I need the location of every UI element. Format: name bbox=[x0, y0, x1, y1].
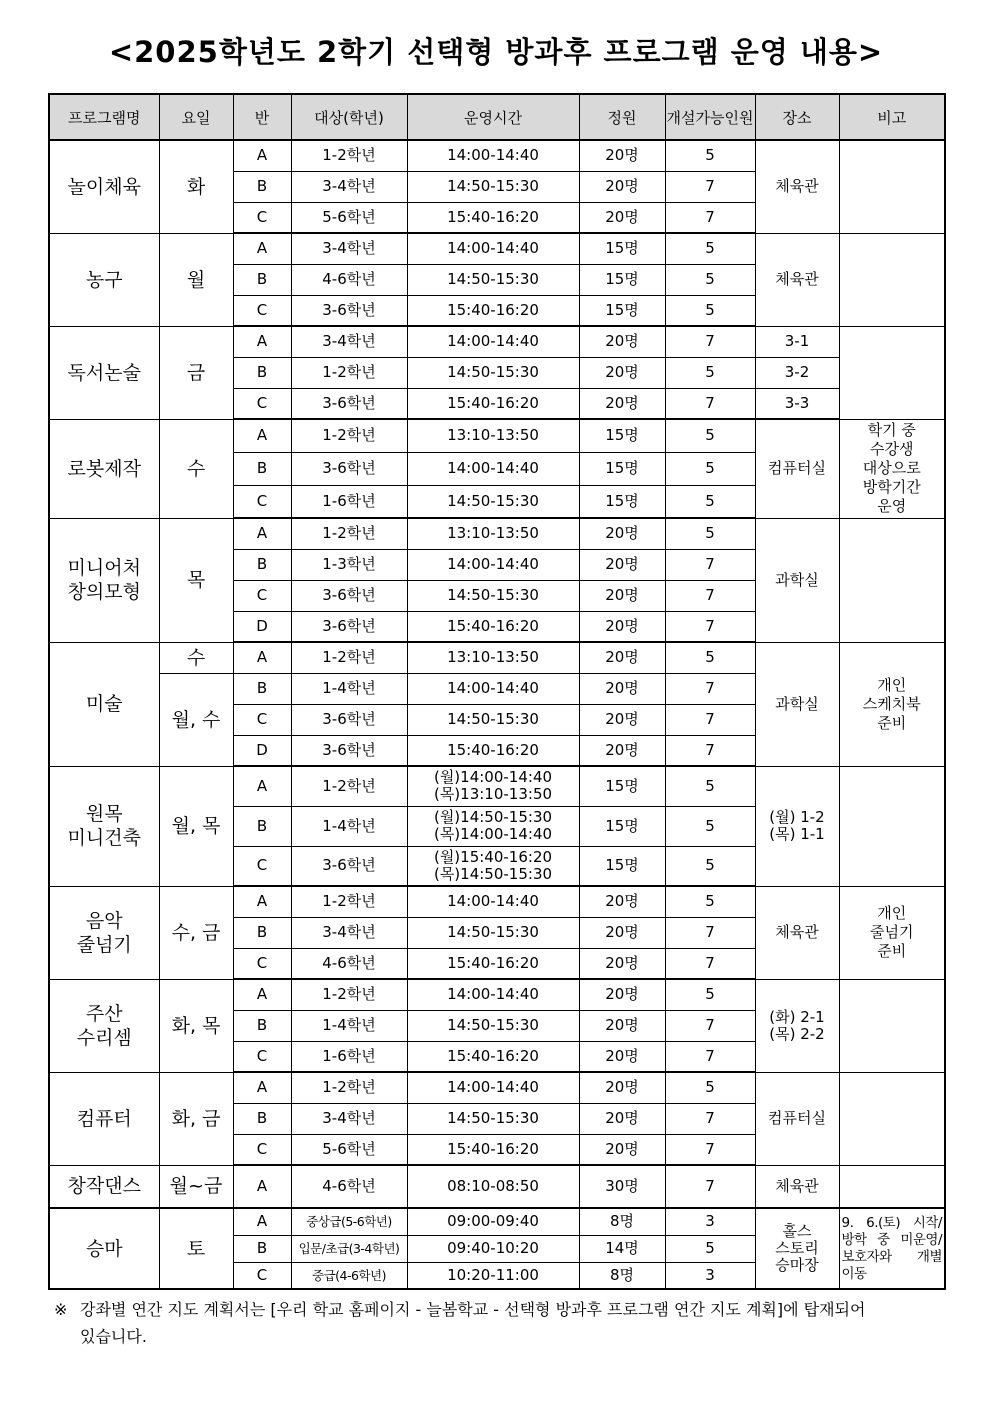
header-note: 비고 bbox=[839, 94, 945, 140]
grade-cell: 1-2학년 bbox=[291, 357, 407, 388]
program-day: 수 bbox=[159, 419, 233, 518]
note-cell bbox=[839, 140, 945, 233]
class-cell: A bbox=[233, 140, 291, 171]
capacity-cell: 20명 bbox=[579, 917, 665, 948]
note-cell-line: 방학기간 bbox=[862, 478, 921, 496]
class-cell: B bbox=[233, 171, 291, 202]
capacity-cell: 20명 bbox=[579, 886, 665, 917]
min-enroll-cell: 5 bbox=[665, 233, 755, 264]
time-cell bbox=[407, 806, 579, 846]
place-cell: 과학실 bbox=[755, 642, 839, 766]
note-cell-line: 개인 bbox=[877, 904, 907, 922]
min-enroll-cell: 5 bbox=[665, 886, 755, 917]
note-cell-line: 대상으로 bbox=[862, 459, 921, 477]
place-cell-line: 홀스 bbox=[782, 1222, 812, 1240]
program-day: 월, 목 bbox=[159, 766, 233, 886]
note-cell-line: 운영 bbox=[877, 497, 907, 515]
place-cell-line: (목) 1-1 bbox=[769, 825, 825, 843]
time-cell: 13:10-13:50 bbox=[407, 642, 579, 673]
capacity-cell: 20명 bbox=[579, 704, 665, 735]
grade-cell: 3-6학년 bbox=[291, 846, 407, 886]
note-cell bbox=[839, 419, 945, 518]
place-cell-line: 승마장 bbox=[775, 1256, 819, 1274]
min-enroll-cell: 7 bbox=[665, 1010, 755, 1041]
place-cell: 3-2 bbox=[755, 357, 839, 388]
note-cell-line: 스케치북 bbox=[862, 694, 921, 713]
capacity-cell: 14명 bbox=[579, 1235, 665, 1262]
program-name-line: 원목 bbox=[85, 803, 123, 825]
program-day: 화, 금 bbox=[159, 1072, 233, 1165]
time-cell: 15:40-16:20 bbox=[407, 948, 579, 979]
header-day: 요일 bbox=[159, 94, 233, 140]
class-cell: A bbox=[233, 642, 291, 673]
header-capacity: 정원 bbox=[579, 94, 665, 140]
time-cell: 15:40-16:20 bbox=[407, 1134, 579, 1165]
note-cell bbox=[839, 518, 945, 642]
time-cell: 14:00-14:40 bbox=[407, 140, 579, 171]
min-enroll-cell: 7 bbox=[665, 704, 755, 735]
table-row bbox=[49, 518, 945, 549]
note-cell-line: 줄넘기 bbox=[870, 923, 914, 941]
capacity-cell: 15명 bbox=[579, 295, 665, 326]
grade-cell: 입문/초급(3-4학년) bbox=[291, 1235, 407, 1262]
time-cell: 08:10-08:50 bbox=[407, 1165, 579, 1208]
program-name: 미술 bbox=[49, 642, 159, 766]
time-cell: 14:00-14:40 bbox=[407, 886, 579, 917]
min-enroll-cell: 7 bbox=[665, 388, 755, 419]
time-cell-line: (월)14:00-14:40 bbox=[433, 768, 553, 787]
min-enroll-cell: 5 bbox=[665, 1235, 755, 1262]
capacity-cell: 15명 bbox=[579, 806, 665, 846]
min-enroll-cell: 7 bbox=[665, 735, 755, 766]
time-cell: 14:50-15:30 bbox=[407, 917, 579, 948]
table-row bbox=[49, 886, 945, 917]
grade-cell: 3-6학년 bbox=[291, 452, 407, 485]
place-cell bbox=[755, 1208, 839, 1289]
min-enroll-cell: 5 bbox=[665, 766, 755, 806]
min-enroll-cell: 7 bbox=[665, 1103, 755, 1134]
capacity-cell: 20명 bbox=[579, 1041, 665, 1072]
class-cell: B bbox=[233, 1235, 291, 1262]
capacity-cell: 20명 bbox=[579, 611, 665, 642]
grade-cell: 1-2학년 bbox=[291, 642, 407, 673]
program-name bbox=[49, 886, 159, 979]
class-cell: B bbox=[233, 673, 291, 704]
min-enroll-cell: 7 bbox=[665, 611, 755, 642]
grade-cell: 3-6학년 bbox=[291, 388, 407, 419]
program-day: 금 bbox=[159, 326, 233, 419]
time-cell: 15:40-16:20 bbox=[407, 735, 579, 766]
min-enroll-cell: 5 bbox=[665, 518, 755, 549]
table-row bbox=[49, 419, 945, 452]
table-row bbox=[49, 1165, 945, 1208]
min-enroll-cell: 5 bbox=[665, 419, 755, 452]
class-cell: B bbox=[233, 549, 291, 580]
capacity-cell: 8명 bbox=[579, 1208, 665, 1235]
class-cell: A bbox=[233, 886, 291, 917]
program-day: 목 bbox=[159, 518, 233, 642]
time-cell: 14:00-14:40 bbox=[407, 452, 579, 485]
grade-cell: 중급(4-6학년) bbox=[291, 1262, 407, 1289]
place-cell: 3-3 bbox=[755, 388, 839, 419]
capacity-cell: 15명 bbox=[579, 485, 665, 518]
note-cell bbox=[839, 233, 945, 326]
class-cell: A bbox=[233, 326, 291, 357]
min-enroll-cell: 5 bbox=[665, 979, 755, 1010]
time-cell-line: (목)14:50-15:30 bbox=[433, 864, 553, 883]
grade-cell: 3-6학년 bbox=[291, 735, 407, 766]
table-row bbox=[49, 642, 945, 673]
min-enroll-cell: 5 bbox=[665, 452, 755, 485]
note-cell bbox=[839, 1208, 945, 1289]
time-cell: 14:00-14:40 bbox=[407, 673, 579, 704]
capacity-cell: 20명 bbox=[579, 580, 665, 611]
note-cell-line: 방학 중 미운영/ bbox=[841, 1231, 942, 1248]
time-cell: 14:00-14:40 bbox=[407, 549, 579, 580]
grade-cell: 중상급(5-6학년) bbox=[291, 1208, 407, 1235]
note-cell-line: 준비 bbox=[877, 713, 907, 732]
grade-cell: 5-6학년 bbox=[291, 202, 407, 233]
place-cell: 체육관 bbox=[755, 140, 839, 233]
capacity-cell: 20명 bbox=[579, 549, 665, 580]
header-time: 운영시간 bbox=[407, 94, 579, 140]
table-row bbox=[49, 233, 945, 264]
grade-cell: 3-4학년 bbox=[291, 1103, 407, 1134]
place-cell-line: (월) 1-2 bbox=[769, 808, 825, 826]
program-name: 놀이체육 bbox=[49, 140, 159, 233]
min-enroll-cell: 5 bbox=[665, 846, 755, 886]
time-cell: 14:50-15:30 bbox=[407, 171, 579, 202]
capacity-cell: 15명 bbox=[579, 452, 665, 485]
capacity-cell: 20명 bbox=[579, 1103, 665, 1134]
program-name: 승마 bbox=[49, 1208, 159, 1289]
time-cell: 14:50-15:30 bbox=[407, 1103, 579, 1134]
grade-cell: 1-2학년 bbox=[291, 886, 407, 917]
grade-cell: 1-3학년 bbox=[291, 549, 407, 580]
time-cell: 14:50-15:30 bbox=[407, 1010, 579, 1041]
grade-cell: 3-4학년 bbox=[291, 326, 407, 357]
min-enroll-cell: 7 bbox=[665, 1041, 755, 1072]
min-enroll-cell: 5 bbox=[665, 264, 755, 295]
capacity-cell: 20명 bbox=[579, 202, 665, 233]
grade-cell: 3-6학년 bbox=[291, 580, 407, 611]
class-cell: C bbox=[233, 704, 291, 735]
note-cell-line: 9. 6.(토) 시작/ bbox=[841, 1214, 942, 1231]
time-cell: 15:40-16:20 bbox=[407, 1041, 579, 1072]
program-name-line: 수리셈 bbox=[76, 1026, 132, 1049]
capacity-cell: 30명 bbox=[579, 1165, 665, 1208]
time-cell: 10:20-11:00 bbox=[407, 1262, 579, 1289]
footnote-mark: ※ bbox=[54, 1300, 68, 1319]
class-cell: D bbox=[233, 735, 291, 766]
program-day: 월 bbox=[159, 233, 233, 326]
note-cell-line: 수강생 bbox=[870, 440, 914, 458]
capacity-cell: 15명 bbox=[579, 233, 665, 264]
time-cell: 15:40-16:20 bbox=[407, 202, 579, 233]
header-row bbox=[49, 94, 945, 140]
table-row bbox=[49, 326, 945, 357]
time-cell: 14:50-15:30 bbox=[407, 704, 579, 735]
time-cell: 09:40-10:20 bbox=[407, 1235, 579, 1262]
class-cell: C bbox=[233, 580, 291, 611]
grade-cell: 3-6학년 bbox=[291, 704, 407, 735]
header-min-enroll: 개설가능인원 bbox=[665, 94, 755, 140]
capacity-cell: 20명 bbox=[579, 140, 665, 171]
min-enroll-cell: 5 bbox=[665, 357, 755, 388]
grade-cell: 1-4학년 bbox=[291, 673, 407, 704]
grade-cell: 1-6학년 bbox=[291, 485, 407, 518]
place-cell: 컴퓨터실 bbox=[755, 1072, 839, 1165]
time-cell: 15:40-16:20 bbox=[407, 295, 579, 326]
time-cell: 14:00-14:40 bbox=[407, 1072, 579, 1103]
min-enroll-cell: 7 bbox=[665, 202, 755, 233]
program-day: 화, 목 bbox=[159, 979, 233, 1072]
grade-cell: 1-6학년 bbox=[291, 1041, 407, 1072]
capacity-cell: 20명 bbox=[579, 357, 665, 388]
min-enroll-cell: 7 bbox=[665, 1134, 755, 1165]
note-cell-line: 개인 bbox=[877, 675, 907, 694]
time-cell: 13:10-13:50 bbox=[407, 518, 579, 549]
table-row bbox=[49, 979, 945, 1010]
program-name: 독서논술 bbox=[49, 326, 159, 419]
program-name bbox=[49, 518, 159, 642]
program-day: 월, 수 bbox=[159, 673, 233, 766]
class-cell: B bbox=[233, 1010, 291, 1041]
note-cell-line: 준비 bbox=[877, 942, 907, 960]
note-cell-line: 이동 bbox=[841, 1265, 867, 1282]
min-enroll-cell: 7 bbox=[665, 673, 755, 704]
note-cell-line: 학기 중 bbox=[867, 421, 916, 439]
program-name-line: 창의모형 bbox=[67, 581, 141, 603]
program-day: 수, 금 bbox=[159, 886, 233, 979]
program-name: 컴퓨터 bbox=[49, 1072, 159, 1165]
min-enroll-cell: 7 bbox=[665, 948, 755, 979]
program-name-line: 미니어처 bbox=[67, 557, 141, 579]
class-cell: A bbox=[233, 1208, 291, 1235]
class-cell: C bbox=[233, 295, 291, 326]
time-cell: 13:10-13:50 bbox=[407, 419, 579, 452]
capacity-cell: 20명 bbox=[579, 326, 665, 357]
grade-cell: 3-6학년 bbox=[291, 611, 407, 642]
place-cell: 체육관 bbox=[755, 886, 839, 979]
class-cell: B bbox=[233, 264, 291, 295]
place-cell: 과학실 bbox=[755, 518, 839, 642]
time-cell bbox=[407, 766, 579, 806]
header-program: 프로그램명 bbox=[49, 94, 159, 140]
capacity-cell: 20명 bbox=[579, 1010, 665, 1041]
min-enroll-cell: 3 bbox=[665, 1208, 755, 1235]
grade-cell: 1-4학년 bbox=[291, 806, 407, 846]
capacity-cell: 20명 bbox=[579, 979, 665, 1010]
program-name-line: 미니건축 bbox=[67, 827, 141, 849]
min-enroll-cell: 5 bbox=[665, 642, 755, 673]
grade-cell: 5-6학년 bbox=[291, 1134, 407, 1165]
grade-cell: 1-2학년 bbox=[291, 766, 407, 806]
class-cell: C bbox=[233, 1262, 291, 1289]
class-cell: C bbox=[233, 948, 291, 979]
time-cell: 15:40-16:20 bbox=[407, 388, 579, 419]
footnote-line1: 강좌별 연간 지도 계획서는 [우리 학교 홈페이지 - 늘봄학교 - 선택형 방과후 프로그램 연간 지도 계획]에 탑재되어 bbox=[80, 1300, 866, 1319]
program-name bbox=[49, 979, 159, 1072]
class-cell: A bbox=[233, 419, 291, 452]
capacity-cell: 15명 bbox=[579, 846, 665, 886]
place-cell: 컴퓨터실 bbox=[755, 419, 839, 518]
program-name: 농구 bbox=[49, 233, 159, 326]
min-enroll-cell: 7 bbox=[665, 171, 755, 202]
place-cell bbox=[755, 979, 839, 1072]
class-cell: A bbox=[233, 233, 291, 264]
time-cell: 09:00-09:40 bbox=[407, 1208, 579, 1235]
class-cell: B bbox=[233, 917, 291, 948]
grade-cell: 3-4학년 bbox=[291, 917, 407, 948]
table-row bbox=[49, 140, 945, 171]
table-row bbox=[49, 766, 945, 806]
capacity-cell: 20명 bbox=[579, 642, 665, 673]
class-cell: C bbox=[233, 388, 291, 419]
program-name-line: 음악 bbox=[85, 909, 123, 932]
grade-cell: 3-6학년 bbox=[291, 295, 407, 326]
class-cell: B bbox=[233, 1103, 291, 1134]
capacity-cell: 20명 bbox=[579, 673, 665, 704]
header-place: 장소 bbox=[755, 94, 839, 140]
time-cell: 14:50-15:30 bbox=[407, 485, 579, 518]
note-cell bbox=[839, 642, 945, 766]
class-cell: C bbox=[233, 202, 291, 233]
class-cell: A bbox=[233, 1165, 291, 1208]
capacity-cell: 20명 bbox=[579, 171, 665, 202]
time-cell: 14:00-14:40 bbox=[407, 233, 579, 264]
capacity-cell: 20명 bbox=[579, 518, 665, 549]
note-cell bbox=[839, 766, 945, 886]
min-enroll-cell: 7 bbox=[665, 549, 755, 580]
time-cell-line: (목)14:00-14:40 bbox=[433, 825, 553, 843]
time-cell-line: (월)15:40-16:20 bbox=[433, 847, 553, 866]
table-row bbox=[49, 1072, 945, 1103]
class-cell: C bbox=[233, 485, 291, 518]
capacity-cell: 15명 bbox=[579, 264, 665, 295]
grade-cell: 4-6학년 bbox=[291, 264, 407, 295]
program-table bbox=[48, 93, 946, 1290]
place-cell bbox=[755, 766, 839, 886]
grade-cell: 1-2학년 bbox=[291, 979, 407, 1010]
place-cell-line: (목) 2-2 bbox=[769, 1024, 825, 1043]
min-enroll-cell: 7 bbox=[665, 580, 755, 611]
grade-cell: 1-2학년 bbox=[291, 518, 407, 549]
program-name bbox=[49, 766, 159, 886]
capacity-cell: 20명 bbox=[579, 1072, 665, 1103]
program-day: 화 bbox=[159, 140, 233, 233]
place-cell-line: (화) 2-1 bbox=[769, 1007, 825, 1026]
grade-cell: 1-2학년 bbox=[291, 140, 407, 171]
note-cell-line: 보호자와 개별 bbox=[841, 1248, 942, 1265]
time-cell: 14:50-15:30 bbox=[407, 357, 579, 388]
page-title: <2025학년도 2학기 선택형 방과후 프로그램 운영 내용> bbox=[108, 35, 884, 69]
class-cell: A bbox=[233, 1072, 291, 1103]
capacity-cell: 20명 bbox=[579, 388, 665, 419]
place-cell: 체육관 bbox=[755, 233, 839, 326]
capacity-cell: 20명 bbox=[579, 1134, 665, 1165]
min-enroll-cell: 3 bbox=[665, 1262, 755, 1289]
note-cell bbox=[839, 326, 945, 419]
time-cell: 14:50-15:30 bbox=[407, 264, 579, 295]
time-cell: 14:50-15:30 bbox=[407, 580, 579, 611]
grade-cell: 3-4학년 bbox=[291, 233, 407, 264]
class-cell: B bbox=[233, 806, 291, 846]
time-cell bbox=[407, 846, 579, 886]
place-cell-line: 스토리 bbox=[775, 1239, 819, 1257]
time-cell-line: (목)13:10-13:50 bbox=[433, 785, 553, 804]
time-cell-line: (월)14:50-15:30 bbox=[433, 808, 553, 826]
note-cell bbox=[839, 1165, 945, 1208]
header-class: 반 bbox=[233, 94, 291, 140]
min-enroll-cell: 5 bbox=[665, 806, 755, 846]
capacity-cell: 20명 bbox=[579, 948, 665, 979]
min-enroll-cell: 7 bbox=[665, 1165, 755, 1208]
place-cell: 체육관 bbox=[755, 1165, 839, 1208]
class-cell: A bbox=[233, 979, 291, 1010]
class-cell: C bbox=[233, 1134, 291, 1165]
footnote bbox=[54, 1296, 944, 1350]
class-cell: B bbox=[233, 357, 291, 388]
program-day: 수 bbox=[159, 642, 233, 673]
min-enroll-cell: 5 bbox=[665, 1072, 755, 1103]
class-cell: C bbox=[233, 1041, 291, 1072]
capacity-cell: 8명 bbox=[579, 1262, 665, 1289]
program-name: 창작댄스 bbox=[49, 1165, 159, 1208]
program-name-line: 줄넘기 bbox=[76, 933, 132, 956]
capacity-cell: 15명 bbox=[579, 766, 665, 806]
grade-cell: 3-4학년 bbox=[291, 171, 407, 202]
footnote-line2: 있습니다. bbox=[80, 1327, 147, 1346]
grade-cell: 1-4학년 bbox=[291, 1010, 407, 1041]
class-cell: D bbox=[233, 611, 291, 642]
class-cell: C bbox=[233, 846, 291, 886]
min-enroll-cell: 7 bbox=[665, 917, 755, 948]
min-enroll-cell: 5 bbox=[665, 485, 755, 518]
min-enroll-cell: 5 bbox=[665, 295, 755, 326]
class-cell: A bbox=[233, 518, 291, 549]
grade-cell: 4-6학년 bbox=[291, 948, 407, 979]
place-cell: 3-1 bbox=[755, 326, 839, 357]
time-cell: 15:40-16:20 bbox=[407, 611, 579, 642]
capacity-cell: 20명 bbox=[579, 735, 665, 766]
grade-cell: 4-6학년 bbox=[291, 1165, 407, 1208]
grade-cell: 1-2학년 bbox=[291, 1072, 407, 1103]
capacity-cell: 15명 bbox=[579, 419, 665, 452]
program-day: 토 bbox=[159, 1208, 233, 1289]
note-cell bbox=[839, 1072, 945, 1165]
note-cell bbox=[839, 886, 945, 979]
program-day: 월~금 bbox=[159, 1165, 233, 1208]
grade-cell: 1-2학년 bbox=[291, 419, 407, 452]
table-row bbox=[49, 1208, 945, 1235]
time-cell: 14:00-14:40 bbox=[407, 326, 579, 357]
min-enroll-cell: 7 bbox=[665, 326, 755, 357]
class-cell: A bbox=[233, 766, 291, 806]
header-grade: 대상(학년) bbox=[291, 94, 407, 140]
class-cell: B bbox=[233, 452, 291, 485]
note-cell bbox=[839, 979, 945, 1072]
time-cell: 14:00-14:40 bbox=[407, 979, 579, 1010]
min-enroll-cell: 5 bbox=[665, 140, 755, 171]
program-name-line: 주산 bbox=[85, 1002, 123, 1025]
program-name: 로봇제작 bbox=[49, 419, 159, 518]
